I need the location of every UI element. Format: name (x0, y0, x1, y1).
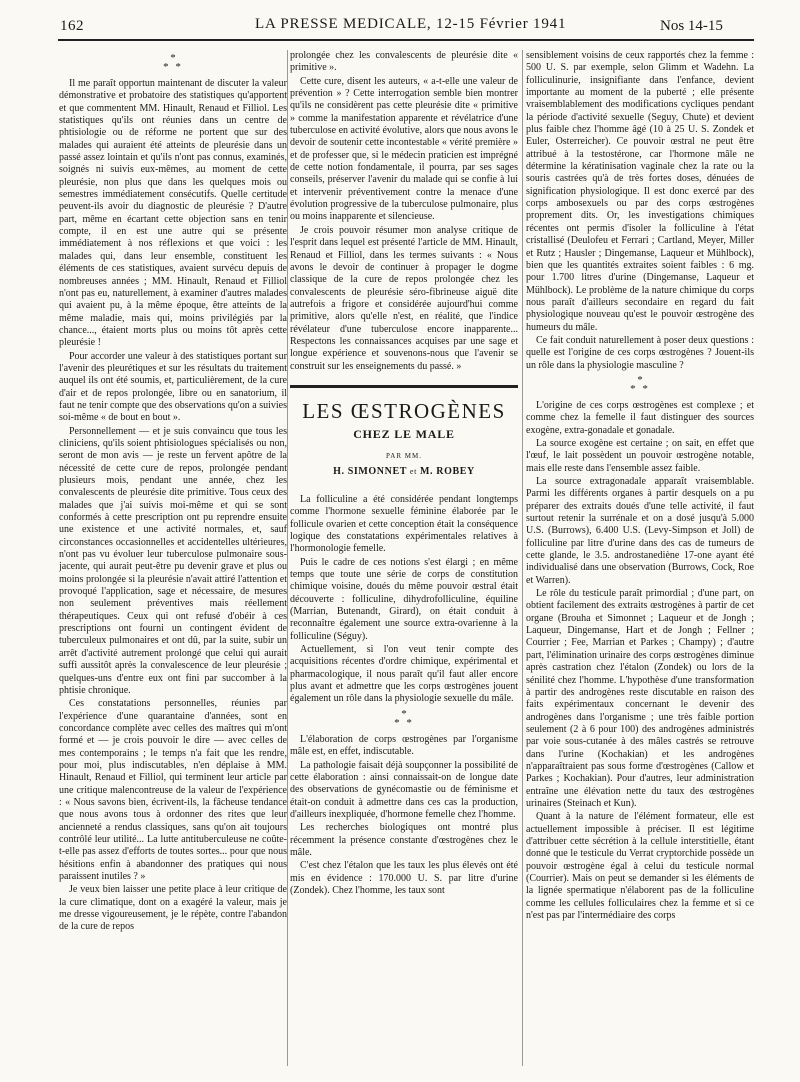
author-conjunction: et (409, 466, 417, 476)
header-rule (58, 39, 754, 41)
section-asterism: * * * (163, 52, 183, 73)
paragraph: Puis le cadre de ces notions s'est élargi ; en même temps que toute une série de corps de constitution chimique voisine, doués du même pouvoir œstral était découverte : folliculine, dihydrofolliculine, équiline (Marrian, Butenandt, Girard), on était conduit à reconnaître également une source extra-ovarienne à la folliculine (Séguy). (290, 556, 518, 642)
author-name: H. SIMONNET (333, 465, 407, 477)
author-name: M. ROBEY (420, 465, 475, 477)
article-authors (290, 466, 518, 478)
paragraph: La source exogène est certaine ; on sait, en effet que l'œuf, le lait possèdent un pouvoir œstrogène notable, mais elle reste dans l'ensemble assez faible. (526, 437, 754, 474)
paragraph: Pour accorder une valeur à des statistiques portant sur l'avenir des pleurétiques et sur les résultats du traitement auquel ils ont été soumis, et, particulièrement, de la cure d'air et de repos prolongée, libre ou en sanatorium, il faut ne tenir compte que des observations qu'on a suivies soi-même « de bout en bout ». (59, 350, 287, 424)
issue-date: 12-15 Février 1941 (436, 16, 567, 32)
paragraph: Je veux bien laisser une petite place à leur critique de la cure climatique, dont on a exagéré la valeur, mais je me dresse vigoureusement, je le répète, contre l'abandon de la cure de repos (59, 884, 287, 933)
paragraph: prolongée chez les convalescents de pleurésie dite « primitive ». (290, 50, 518, 74)
section-asterism: * * * (394, 707, 414, 729)
paragraph: L'origine de ces corps œstrogènes est complexe ; et comme chez la femelle il faut distinguer des sources exogène, extra-gonadale et gonadale. (526, 399, 754, 436)
paragraph: Il me paraît opportun maintenant de discuter la valeur démonstrative et probatoire des statistiques qu'apportent et que commentent MM. Hinault, Renaud et Filliol. Les statistiques qu'ils ont réunies dans un centre de phtisiologie ou de réforme ne portent que sur des malades qui auraient été atteints de pleurésie dans un passé assez lointain et qu'ils n'ont pas connus, examinés, soignés ni suivis eux-mêmes, au moment de cette pleurésie, non plus que dans les quelques mois ou semestres immédiatement consécutifs. Quelle certitude peuvent-ils avoir du diagnostic de pleurésie ? D'autre part, même en écartant cette objection sans en tenir compte, il en est une autre qui se présente immédiatement à nos réflexions et que voici : les malades qui, dans leur ensemble, constituent les éléments de ces statistiques, avaient survécu depuis de nombreuses années ; MM. Hinault, Renaud et Filliol n'ont pas eu, naturellement, à examiner d'autres malades qui avaient pu, à la même époque, être atteints de la même maladie, mais qui, moins privilégiés par la chance..., étaient morts plus ou moins tôt après cette pleurésie ! (59, 78, 287, 349)
column-divider (522, 50, 523, 1066)
paragraph: Ces constatations personnelles, réunies par l'expérience d'une quarantaine d'années, sont en concordance complète avec celles des maîtres qui m'ont formé et — je crois pouvoir le dire — avec celles de mes contemporains ; le temps n'a fait que les rendre, pour moi, plus indiscutables, n'en déplaise à MM. Hinault, Renaud et Filliol, qui terminent leur article par une critique malencontreuse de la valeur de l'expérience : « Nous savons bien, écrivent-ils, la fâcheuse tendance que nous avons tous à ordonner des rites que leur ancienneté a rendus classiques, sans qu'on ait toujours contrôlé leur utilité... La lutte antituberculeuse ne coûte-t-elle pas assez d'efforts de toutes sortes... pour que nous hésitions enfin à abandonner des pratiques qui nous paraissent inutiles ? » (59, 698, 287, 882)
paragraph: Je crois pouvoir résumer mon analyse critique de l'esprit dans lequel est présenté l'article de MM. Hinault, Renaud et Filliol, dans les termes suivants : « Nous avons le devoir de continuer à propager le dogme classique de la cure de repos prolongée chez les convalescents de pleurésie séro-fibrineuse aiguë dite autrefois a frigore et considérée aujourd'hui comme primitive, alors qu'elle n'est, en réalité, que l'indice révélateur d'une tuberculose encore inapparente... Respectons les connaissances acquises par une sage et longue expérience et souvenons-nous que l'avenir se construit sur les enseignements du passé. » (290, 224, 518, 372)
paragraph: Actuellement, si l'on veut tenir compte des acquisitions récentes d'ordre chimique, expérimental et pharmacologique, il nous paraît qu'il faut aller encore plus avant et admettre que les corps œstrogènes jouent également un rôle dans la physiologie sexuelle du mâle. (290, 644, 518, 705)
journal-title: LA PRESSE MEDICALE, (255, 16, 432, 32)
column-divider (287, 50, 288, 1066)
article-title: LES ŒSTROGÈNES (302, 398, 506, 423)
paragraph: Quant à la nature de l'élément formateur, elle est actuellement impossible à préciser. Il est légitime d'attribuer cette sécrétion à la cellule interstitielle, étant donné que le testicule du Verrat cryptorchide possède un pouvoir œstrogène égal à celui du testicule normal (Courrier). Mais on peut se demander si les éléments de la lignée spermatique n'élaborent pas de la folliculine comme les cellules folliculaires chez la femme et si ce n'est pas par l'intermédiaire des corps (526, 811, 754, 922)
page-header (0, 0, 800, 50)
section-asterism: * * * (630, 373, 650, 395)
journal-header (255, 16, 566, 33)
paragraph: Personnellement — et je suis convaincu que tous les cliniciens, qu'ils soient phtisiologues spécialisés ou non, seront de mon avis — je reste un fervent apôtre de la nécessité de cette cure de repos, prolongée pendant plusieurs mois, pendant une année, chez les convalescents de pleurésie dite primitive. Tous ceux des malades que j'ai suivis moi-même et qui se sont conformés à cette prescription ont pu reprendre ensuite une existence et une activité normales, et, sauf circonstances occasionnelles et accidentelles ultérieures, n'ont pas vu évoluer leur tuberculose pulmonaire sous-jacente, qui aurait peut-être pu devenir grave et plus ou moins prolongée si la pleurésie n'avait attiré l'attention et provoqué l'application, sage et nécessaire, de mesures non seulement préventives mais réellement thérapeutiques. Ceux qui ont refusé d'obéir à ces prescriptions ont fourni un contingent évident de tuberculeux pulmonaires et ont dû, par la suite, subir un arrêt d'activité autrement prolongé que celui qui aurait suffi aussitôt après la convalescence de leur pleurésie ; quelques-uns d'entre eux ont fini par succomber à la phtisie chronique. (59, 425, 287, 696)
column-2 (290, 50, 518, 1066)
paragraph: Ce fait conduit naturellement à poser deux questions : quelle est l'origine de ces corps œstrogènes ? Jouent-ils un rôle dans la physiologie masculine ? (526, 334, 754, 371)
paragraph: sensiblement voisins de ceux rapportés chez la femme : 500 U. S. par exemple, selon Glimm et Wadehn. La folliculinurie, insignifiante dans l'enfance, devient importante au moment de la puberté ; elle présente vraisemblablement des modifications cycliques pendant la période d'activité sexuelle (Seguy, Chute) et devient plus faible chez l'homme âgé (10 à 25 U. S. Zondek et Euler, Osterreicher). Ce pouvoir œstral ne peut être attribué à la testostérone, car l'hormone mâle ne détermine la kératinisation vaginale chez la rate ou la souris castrées qu'à de très fortes doses, dénuées de signification physiologique. Il est donc exercé par des corps ambosexuels ou par des corps œstrogènes proprement dits. Or, les investigations chimiques récentes ont permis d'isoler la folliculine à l'état cristallisé (Deulofeu et Ferrari ; Cartland, Meyer, Miller et Rutz ; Hausler ; Dingemanse, Laqueur et Mühlbock), bien que les quantités extraites soient faibles : 6 mg. pour 1.700 litres d'urine (Dingemanse, Laqueur et Mühlbock). Le problème de la nature chimique du corps nous paraît d'ailleurs secondaire en regard du fait physiologique nouveau qu'est le pouvoir œstrogène des humeurs du mâle. (526, 50, 754, 333)
byline-prefix: PAR MM. (386, 452, 422, 461)
column-3 (526, 50, 754, 1066)
paragraph: Le rôle du testicule paraît primordial ; d'une part, on obtient facilement des extraits œstrogènes à partir de cet organe (Brouha et Simonnet ; Laqueur et de Jongh ; Laqueur, Dingemanse, Hart et de Jongh ; Fellner ; Courrier ; Fee, Marrian et Parkes ; Champy) ; d'autre part, l'élimination urinaire des corps œstrogènes diminue après castration chez l'étalon (Zondek) ou lors de la sénilité chez l'homme. L'hypothèse d'une transformation à partir des androgènes reste discutable en raison des faits expérimentaux concernant le devenir des androgènes dans l'organisme ; une très faible portion seulement (2 à 6 pour 100) des androgènes administrés par voie sous-cutanée à des mâles castrés se retrouve dans l'urine (Kochakian) et les androgènes n'apparaîtraient pas sous forme d'œstrogènes (Callow et Parkes ; Kochakian). Pour d'autres, leur administration entraîne une élévation nette du taux des œstrogènes urinaires (Steinach et Kun). (526, 588, 754, 809)
paragraph: Cette cure, disent les auteurs, « a-t-elle une valeur de prévention » ? Cette interrogation semble bien montrer qu'ils ne considèrent pas cette pleurésie dite « primitive » comme la manifestation apparente et révélatrice d'une tuberculose en activité évolutive, alors que nous avons le devoir de soutenir cette incontestable « vérité première » et de professer que, si le médecin praticien est imprégné de cette notion fondamentale, il pourra, par ses sages conseils, préserver l'avenir du malade qui se confie à lui et intervenir préventivement contre la menace d'une évolution progressive de la tuberculose pulmonaire, plus ou moins inapparente et silencieuse. (290, 75, 518, 223)
issue-number: Nos 14-15 (660, 18, 723, 34)
paragraph: L'élaboration de corps œstrogènes par l'organisme mâle est, en effet, indiscutable. (290, 733, 518, 758)
article-separator-rule (290, 385, 518, 388)
paragraph: Les recherches biologiques ont montré plus récemment la présence constante d'œstrogènes chez le mâle. (290, 822, 518, 858)
paragraph: C'est chez l'étalon que les taux les plus élevés ont été mis en évidence : 170.000 U. S. par litre d'urine (Zondek). Chez l'homme, les taux sont (290, 860, 518, 896)
paragraph: La folliculine a été considérée pendant longtemps comme l'hormone sexuelle féminine élaborée par le follicule ovarien et cette conception était la conséquence logique des constatations expérimentales relatives à l'hormonologie femelle. (290, 493, 518, 555)
paragraph: La pathologie faisait déjà soupçonner la possibilité de cette élaboration : ainsi connaissait-on de longue date des observations de gynécomastie ou de féminisme et était-on conduit à admettre dans ces cas la production, d'ailleurs inexpliquée, d'hormone femelle chez l'homme. (290, 759, 518, 820)
article-subtitle: CHEZ LE MALE (353, 426, 455, 441)
paragraph: La source extragonadale apparaît vraisemblable. Parmi les différents organes à partir desquels on a pu préparer des extraits doués d'une telle activité, il faut surtout retenir la surrénale et on a dosé jusqu'à 5.000 U.S. (Burrows), 6.400 U.S. (Levy-Simpson et Joll) de folliculine par litre d'urine dans des cas de tumeurs de cette glande, le 3.5. androstanediène 17-one ayant été individualisé dans une observation (Burrows, Cock, Roe et Warren). (526, 476, 754, 586)
column-1 (59, 50, 287, 1066)
page-number: 162 (60, 18, 84, 34)
